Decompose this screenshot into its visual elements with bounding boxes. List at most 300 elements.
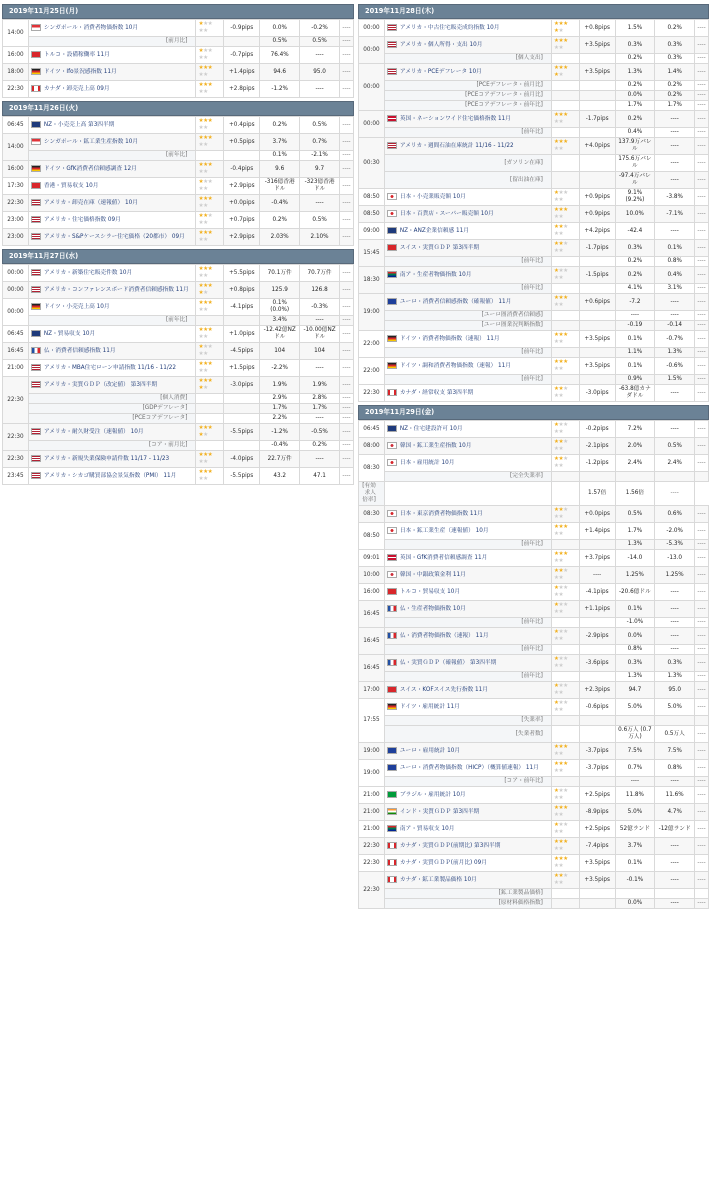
star-icon: ★ (553, 795, 559, 801)
event-name[interactable] (28, 64, 196, 81)
forecast-value: -0.14 (655, 321, 695, 331)
event-name-text[interactable]: インド・実質ＧＤＰ 第3四半期 (399, 809, 480, 815)
event-name-text[interactable]: ユーロ・消費者物価指数（HICP）（概算値速報） 11月 (399, 765, 539, 771)
event-row (359, 294, 709, 311)
event-name-text[interactable]: アメリカ・S&Pケースシラー住宅価格（20都市） 09月 (43, 234, 185, 240)
event-name[interactable] (384, 421, 551, 438)
event-sub-row (3, 404, 354, 414)
event-name-text[interactable]: アメリカ・中古住宅販売成約指数 10月 (399, 25, 500, 31)
actual-value: 0.2% (615, 81, 655, 91)
event-name-text[interactable]: 英国・ネーションワイド住宅価格指数 11月 (399, 116, 511, 122)
star-icon: ★ (558, 241, 564, 247)
star-icon: ★ (198, 273, 204, 279)
event-name-text[interactable]: ドイツ・調和消費者物価指数（速報） 11月 (399, 363, 511, 369)
star-icon: ★ (198, 203, 204, 209)
event-name[interactable] (28, 377, 196, 394)
star-icon: ★ (563, 856, 568, 862)
event-time: 16:00 (3, 161, 29, 178)
star-icon: ★ (563, 788, 568, 794)
rate-change: -3.7pips (579, 743, 615, 760)
rate-change (551, 482, 579, 506)
event-name[interactable] (384, 567, 551, 584)
star-icon: ★ (198, 351, 204, 357)
forecast-value: 0.5% (300, 37, 340, 47)
event-row (359, 523, 709, 540)
event-name[interactable] (384, 628, 551, 645)
star-icon: ★ (207, 425, 213, 431)
forecast-value: 0.3% (655, 54, 695, 64)
event-row (3, 195, 354, 212)
star-icon: ★ (203, 28, 208, 34)
event-name-text[interactable]: 仏・生産者物価指数 10月 (399, 606, 466, 612)
event-name-text[interactable]: 韓国・鉱工業生産指数 10月 (399, 443, 472, 449)
event-name-text[interactable]: NZ・ANZ企業信頼感 11月 (399, 228, 469, 234)
importance-stars (551, 206, 579, 223)
result-value: ---- (695, 682, 709, 699)
importance-stars (551, 358, 579, 375)
result-value: ---- (340, 451, 354, 468)
event-name[interactable] (384, 855, 551, 872)
event-name-text[interactable]: シンガポール・鉱工業生産指数 10月 (43, 139, 139, 145)
event-sub-label: [前年比] (384, 672, 551, 682)
event-time: 17:30 (3, 178, 29, 195)
event-name[interactable] (384, 872, 551, 889)
event-name-text[interactable]: ブラジル・雇用統計 10月 (399, 792, 466, 798)
importance-empty (551, 284, 579, 294)
star-icon: ★ (563, 359, 568, 365)
event-name-text[interactable]: NZ・住宅建設許可 10月 (399, 426, 463, 432)
event-name[interactable] (384, 455, 551, 472)
ca-flag-icon (31, 85, 41, 92)
event-sub-label: [失業者数] (384, 726, 551, 743)
event-name[interactable] (28, 468, 196, 485)
event-name-text[interactable]: アメリカ・PCEデフレータ 10月 (399, 69, 482, 75)
actual-value: 0.2% (615, 257, 655, 267)
rate-change: -0.6pips (579, 699, 615, 716)
importance-empty (551, 101, 579, 111)
event-name[interactable] (384, 550, 551, 567)
importance-stars (551, 294, 579, 311)
actual-value: 0.1% (615, 855, 655, 872)
event-name-text[interactable]: 仏・実質ＧＤＰ（確報値） 第3四半期 (399, 660, 497, 666)
event-row (359, 64, 709, 81)
event-time: 15:45 (359, 240, 385, 267)
event-row (3, 212, 354, 229)
importance-empty (551, 81, 579, 91)
event-name[interactable] (384, 821, 551, 838)
event-sub-label: [PCEデフレータ・前月比] (384, 81, 551, 91)
forecast-value: 0.7% (300, 134, 340, 151)
event-sub-label: [前年比] (384, 540, 551, 550)
forecast-value: ---- (655, 872, 695, 889)
event-name[interactable] (384, 240, 551, 257)
event-name-text[interactable]: アメリカ・コンファレンスボード消費者信頼感指数 11月 (43, 287, 189, 293)
event-name[interactable] (28, 299, 196, 316)
event-name-text[interactable]: 日本・小売業販売額 10月 (399, 194, 466, 200)
event-name-text[interactable]: ドイツ・雇用統計 11月 (399, 704, 460, 710)
star-icon: ★ (203, 186, 208, 192)
rate-change: +0.7pips (224, 212, 260, 229)
event-name-text[interactable]: アメリカ・新築住宅販売件数 10月 (43, 270, 133, 276)
forecast-value: 95.0 (300, 64, 340, 81)
event-name[interactable] (28, 81, 196, 98)
event-name[interactable] (384, 294, 551, 311)
actual-value: 94.7 (615, 682, 655, 699)
event-name[interactable] (384, 523, 551, 540)
forecast-value: 0.6% (655, 506, 695, 523)
event-name[interactable] (384, 804, 551, 821)
event-name-text[interactable]: スイス・KOFスイス先行指数 11月 (399, 687, 488, 693)
star-icon: ★ (203, 327, 208, 333)
event-row (3, 299, 354, 316)
importance-stars (196, 195, 224, 212)
event-name[interactable] (384, 138, 551, 155)
event-name[interactable] (28, 326, 196, 343)
event-name-text[interactable]: シンガポール・消費者物価指数 10月 (43, 25, 139, 31)
event-name-text[interactable]: スイス・実質ＧＤＰ 第3四半期 (399, 245, 480, 251)
star-icon: ★ (558, 856, 564, 862)
actual-value: 0.0% (615, 628, 655, 645)
actual-value (615, 889, 655, 899)
result-value: ---- (340, 212, 354, 229)
importance-empty (551, 726, 579, 743)
event-name[interactable] (28, 343, 196, 360)
event-name-text[interactable]: アメリカ・MBA住宅ローン申請指数 11/16 - 11/22 (43, 365, 176, 371)
event-name[interactable] (28, 451, 196, 468)
event-name[interactable] (384, 20, 551, 37)
event-name[interactable] (384, 838, 551, 855)
event-time: 22:30 (359, 855, 385, 872)
forecast-value: ---- (300, 47, 340, 64)
rate-change: -8.9pips (579, 804, 615, 821)
rate-change: +1.0pips (224, 326, 260, 343)
event-name[interactable] (28, 424, 196, 441)
event-row (359, 421, 709, 438)
rate-change (579, 284, 615, 294)
star-icon: ★ (558, 139, 564, 145)
rate-change: +4.0pips (579, 138, 615, 155)
forecast-value: 1.56倍 (615, 482, 655, 506)
importance-stars (551, 872, 579, 889)
actual-value: 0.3% (615, 655, 655, 672)
fr-flag-icon (31, 347, 41, 354)
rate-change (579, 375, 615, 385)
actual-value: 0.5% (615, 506, 655, 523)
event-name-text[interactable]: ドイツ・消費者物価指数（速報） 11月 (399, 336, 500, 342)
star-icon: ★ (558, 112, 564, 118)
event-name[interactable] (384, 760, 551, 777)
forecast-value: 0.3% (655, 655, 695, 672)
event-name-text[interactable]: 日本・鉱工業生産（速報値） 10月 (399, 528, 489, 534)
event-name[interactable] (384, 223, 551, 240)
result-value: ---- (340, 282, 354, 299)
actual-value: -0.4% (260, 441, 300, 451)
star-icon: ★ (558, 551, 564, 557)
result-value: ---- (695, 760, 709, 777)
event-row (3, 47, 354, 64)
event-name-text[interactable]: 仏・消費者物価指数（速報） 11月 (399, 633, 489, 639)
actual-value: 70.1万件 (260, 265, 300, 282)
event-name-text[interactable]: アメリカ・個人所得・支出 10月 (399, 42, 483, 48)
event-name-text[interactable]: 日本・東京消費者物価指数 11月 (399, 511, 483, 517)
rate-change: +0.6pips (579, 294, 615, 311)
star-icon: ★ (563, 112, 568, 118)
importance-stars (196, 326, 224, 343)
event-time: 00:00 (3, 299, 29, 326)
event-time: 14:00 (3, 20, 29, 47)
event-name-text[interactable]: カナダ・卸売売上高 09月 (43, 86, 110, 92)
star-icon: ★ (553, 38, 559, 44)
event-sub-row (359, 348, 709, 358)
forecast-value: -12億ランド (655, 821, 695, 838)
event-name-text[interactable]: 韓国・中銀政策金利 11月 (399, 572, 466, 578)
star-icon: ★ (563, 21, 568, 27)
rate-change: +2.9pips (224, 178, 260, 195)
star-icon: ★ (198, 459, 204, 465)
star-icon: ★ (553, 386, 559, 392)
event-name[interactable] (384, 189, 551, 206)
event-name-text[interactable]: ドイツ・Ifo景況感指数 11月 (43, 69, 117, 75)
event-name-text[interactable]: ドイツ・小売売上高 10月 (43, 304, 110, 310)
event-row (3, 377, 354, 394)
rate-change: -4.1pips (224, 299, 260, 316)
result-value: ---- (695, 189, 709, 206)
event-name[interactable] (384, 206, 551, 223)
event-name[interactable] (384, 385, 551, 402)
star-icon: ★ (203, 300, 208, 306)
event-name-text[interactable]: アメリカ・住宅価格指数 09月 (43, 217, 121, 223)
event-row (359, 438, 709, 455)
actual-value: 76.4% (260, 47, 300, 64)
star-icon: ★ (558, 332, 564, 338)
event-name-text[interactable]: 南ア・貿易収支 10月 (399, 826, 455, 832)
event-table (2, 19, 354, 98)
event-name[interactable] (384, 699, 551, 716)
actual-value: -2.2% (260, 360, 300, 377)
rate-change (579, 672, 615, 682)
event-name-text[interactable]: ユーロ・消費者信頼感指数（確報値） 11月 (399, 299, 512, 305)
event-name[interactable] (384, 267, 551, 284)
star-icon: ★ (203, 283, 208, 289)
actual-value: 1.25% (615, 567, 655, 584)
rate-change: +2.8pips (224, 81, 260, 98)
star-icon: ★ (553, 139, 559, 145)
actual-value (615, 472, 655, 482)
star-icon: ★ (553, 28, 559, 34)
forecast-value: ---- (655, 223, 695, 240)
event-name-text[interactable]: 香港・貿易収支 10月 (43, 183, 99, 189)
importance-empty (196, 151, 224, 161)
event-name-text[interactable]: ユーロ・雇用統計 10月 (399, 748, 461, 754)
rate-change: +3.5pips (579, 855, 615, 872)
event-name-text[interactable]: 日本・百貨店・スーパー販売額 10月 (399, 211, 494, 217)
star-icon: ★ (207, 344, 213, 350)
rate-change: +3.5pips (579, 37, 615, 54)
actual-value: 43.2 (260, 468, 300, 485)
importance-stars (551, 523, 579, 540)
event-name[interactable] (384, 506, 551, 523)
event-name-text[interactable]: NZ・貿易収支 10月 (43, 331, 96, 337)
star-icon: ★ (558, 207, 564, 213)
event-name-text[interactable]: アメリカ・新規失業保険申請件数 11/17 - 11/23 (43, 456, 170, 462)
forecast-value: 0.5% (300, 117, 340, 134)
event-name[interactable] (384, 743, 551, 760)
star-icon: ★ (553, 359, 559, 365)
ch-flag-icon (387, 244, 397, 251)
rate-change: +1.4pips (579, 523, 615, 540)
star-icon: ★ (563, 873, 568, 879)
star-icon: ★ (553, 332, 559, 338)
us-flag-icon (31, 216, 41, 223)
importance-stars (196, 134, 224, 151)
event-name[interactable] (28, 117, 196, 134)
star-icon: ★ (558, 636, 564, 642)
event-name[interactable] (384, 682, 551, 699)
star-icon: ★ (563, 761, 568, 767)
event-name[interactable] (28, 47, 196, 64)
event-name-text[interactable]: カナダ・経常収支 第3四半期 (399, 390, 474, 396)
star-icon: ★ (198, 162, 204, 168)
event-name[interactable] (384, 584, 551, 601)
event-row (359, 838, 709, 855)
forecast-value: -3.8% (655, 189, 695, 206)
rate-change (579, 91, 615, 101)
actual-value: 7.5% (615, 743, 655, 760)
star-icon: ★ (558, 268, 564, 274)
event-name-text[interactable]: アメリカ・実質ＧＤＰ（改定値） 第3四半期 (43, 382, 158, 388)
event-name[interactable] (28, 360, 196, 377)
star-icon: ★ (198, 469, 204, 475)
star-icon: ★ (553, 700, 559, 706)
forecast-value: 0.8% (655, 257, 695, 267)
event-name[interactable] (28, 20, 196, 37)
actual-value: -97.4万バレル (615, 172, 655, 189)
star-icon: ★ (563, 241, 568, 247)
event-row (3, 424, 354, 441)
event-table (2, 116, 354, 246)
star-icon: ★ (563, 524, 568, 530)
forecast-value: -13.0 (655, 550, 695, 567)
forecast-value: -10.00億NZドル (300, 326, 340, 343)
event-time: 22:30 (3, 195, 29, 212)
star-icon: ★ (553, 656, 559, 662)
event-name-text[interactable]: アメリカ・耐久財受注（速報値） 10月 (43, 429, 144, 435)
actual-value: 137.9万バレル (615, 138, 655, 155)
event-sub-row (359, 645, 709, 655)
event-table (2, 264, 354, 485)
star-icon: ★ (198, 344, 204, 350)
star-icon: ★ (198, 65, 204, 71)
star-icon: ★ (198, 283, 204, 289)
forecast-value: ---- (655, 777, 695, 787)
event-name-text[interactable]: カナダ・実質ＧＤＰ(前月比) 09月 (399, 860, 487, 866)
event-name[interactable] (384, 601, 551, 618)
result-value: ---- (695, 787, 709, 804)
rate-change (579, 257, 615, 267)
event-name[interactable] (28, 195, 196, 212)
event-name-text[interactable]: 仏・消費者信頼感指数 11月 (43, 348, 116, 354)
event-name[interactable] (384, 787, 551, 804)
event-name[interactable] (28, 178, 196, 195)
event-name[interactable] (28, 229, 196, 246)
star-icon: ★ (558, 707, 564, 713)
event-name[interactable] (28, 134, 196, 151)
result-value: ---- (340, 360, 354, 377)
event-name[interactable] (384, 111, 551, 128)
importance-empty (196, 414, 224, 424)
star-icon: ★ (198, 118, 204, 124)
rate-change: +0.9pips (579, 206, 615, 223)
event-name-text[interactable]: カナダ・実質ＧＤＰ(前期比) 第3四半期 (399, 843, 501, 849)
event-name-text[interactable]: アメリカ・シカゴ購買部協会景気指数（PMI） 11月 (43, 473, 177, 479)
event-sub-row (359, 672, 709, 682)
result-value: ---- (340, 195, 354, 212)
event-name-text[interactable]: アメリカ・卸売在庫（速報値） 10月 (43, 200, 138, 206)
star-icon: ★ (553, 514, 559, 520)
event-name[interactable] (384, 358, 551, 375)
event-time: 08:00 (359, 438, 385, 455)
forecast-value: 1.25% (655, 567, 695, 584)
nz-flag-icon (387, 425, 397, 432)
actual-value: -1.2% (260, 81, 300, 98)
event-row (359, 699, 709, 716)
day-block (2, 4, 354, 98)
importance-stars (551, 743, 579, 760)
event-sub-row (359, 375, 709, 385)
event-name-text[interactable]: トルコ・貿易収支 10月 (399, 589, 461, 595)
event-name[interactable] (28, 212, 196, 229)
forecast-value: ---- (655, 155, 695, 172)
event-name[interactable] (28, 282, 196, 299)
event-name-text[interactable]: 南ア・生産者物価指数 10月 (399, 272, 472, 278)
event-name-text[interactable]: 英国・GfK消費者信頼感調査 11月 (399, 555, 488, 561)
importance-empty (551, 645, 579, 655)
event-name[interactable] (384, 64, 551, 81)
rate-change: -7.4pips (579, 838, 615, 855)
event-name-text[interactable]: トルコ・設備稼働率 11月 (43, 52, 110, 58)
event-name[interactable] (384, 37, 551, 54)
star-icon: ★ (198, 82, 204, 88)
event-time: 00:00 (3, 265, 29, 282)
event-name-text[interactable]: カナダ・鉱工業製品価格 10月 (399, 877, 477, 883)
forecast-value: ---- (655, 421, 695, 438)
event-name-text[interactable]: NZ・小売売上高 第3四半期 (43, 122, 115, 128)
event-name[interactable] (384, 438, 551, 455)
kr-flag-icon (387, 571, 397, 578)
result-value: ---- (340, 81, 354, 98)
event-name-text[interactable]: ドイツ・GfK消費者信頼感調査 12月 (43, 166, 137, 172)
forecast-value: 0.2% (655, 20, 695, 37)
eu-flag-icon (387, 298, 397, 305)
event-row (359, 855, 709, 872)
event-sub-row (3, 37, 354, 47)
de-flag-icon (31, 68, 41, 75)
sg-flag-icon (31, 138, 41, 145)
star-icon: ★ (553, 231, 559, 237)
event-name-text[interactable]: 日本・雇用統計 10月 (399, 460, 455, 466)
event-name[interactable] (384, 655, 551, 672)
event-name-text[interactable]: アメリカ・週間石油在庫統計 11/16 - 11/22 (399, 143, 514, 149)
event-name[interactable] (28, 161, 196, 178)
jp-flag-icon (387, 510, 397, 517)
star-icon: ★ (203, 142, 208, 148)
result-value: ---- (340, 47, 354, 64)
star-icon: ★ (207, 452, 213, 458)
fr-flag-icon (387, 605, 397, 612)
event-name[interactable] (28, 265, 196, 282)
event-name[interactable] (384, 331, 551, 348)
actual-value: 0.1% (615, 601, 655, 618)
